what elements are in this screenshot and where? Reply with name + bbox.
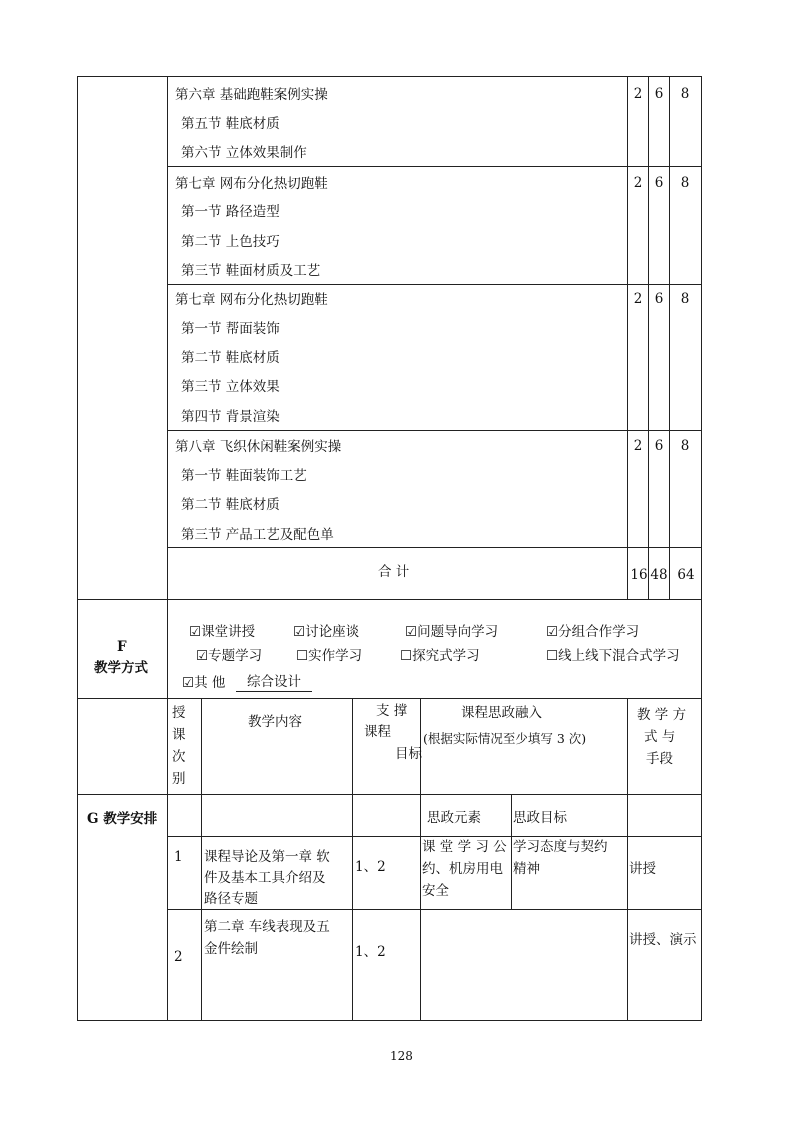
section-line: 第三节 产品工艺及配色单 bbox=[181, 527, 334, 543]
row-content: 路径专题 bbox=[204, 891, 258, 907]
checkbox-lecture[interactable]: ☑课堂讲授 bbox=[189, 624, 256, 640]
checkbox-group-work[interactable]: ☑分组合作学习 bbox=[546, 624, 640, 640]
section-line: 第三节 鞋面材质及工艺 bbox=[181, 263, 321, 279]
hours-a: 2 bbox=[633, 86, 643, 102]
checkbox-practice[interactable]: ☐实作学习 bbox=[296, 648, 363, 664]
row-content: 金件绘制 bbox=[204, 941, 258, 957]
header-ideology-note: (根据实际情况至少填写 3 次) bbox=[423, 731, 587, 746]
checkbox-inquiry[interactable]: ☐探究式学习 bbox=[400, 648, 480, 664]
checkbox-problem-based[interactable]: ☑问题导向学习 bbox=[405, 624, 499, 640]
row-number: 2 bbox=[174, 949, 183, 965]
checkbox-discussion[interactable]: ☑讨论座谈 bbox=[293, 624, 360, 640]
hours-c: 8 bbox=[680, 175, 690, 191]
section-line: 第一节 鞋面装饰工艺 bbox=[181, 468, 307, 484]
row-element: 课 堂 学 习 公 bbox=[422, 839, 507, 855]
header-support: 目标 bbox=[395, 746, 422, 762]
section-line: 第二节 鞋底材质 bbox=[181, 497, 280, 513]
section-f-label: 教学方式 bbox=[94, 660, 148, 676]
other-value: 综合设计 bbox=[236, 674, 312, 692]
hours-c: 8 bbox=[680, 291, 690, 307]
total-b: 48 bbox=[650, 567, 668, 583]
section-line: 第三节 立体效果 bbox=[181, 379, 280, 395]
section-line: 第六节 立体效果制作 bbox=[181, 145, 307, 161]
section-f-letter: F bbox=[117, 639, 127, 655]
header-session: 授 bbox=[172, 705, 186, 721]
hours-c: 8 bbox=[680, 438, 690, 454]
row-content: 第二章 车线表现及五 bbox=[204, 919, 330, 935]
header-support: 课程 bbox=[364, 724, 391, 740]
row-method: 讲授、演示 bbox=[629, 932, 697, 948]
row-content: 课程导论及第一章 软 bbox=[204, 849, 330, 865]
row-goal: 学习态度与契约 bbox=[513, 839, 608, 855]
row-target: 1、2 bbox=[355, 944, 386, 960]
hours-b: 6 bbox=[654, 86, 664, 102]
row-number: 1 bbox=[174, 849, 183, 865]
row-method: 讲授 bbox=[629, 861, 656, 877]
header-method: 教 学 方 bbox=[637, 707, 687, 723]
section-line: 第二节 鞋底材质 bbox=[181, 350, 280, 366]
section-line: 第四节 背景渲染 bbox=[181, 409, 280, 425]
chapter-title: 第六章 基础跑鞋案例实操 bbox=[175, 87, 328, 103]
row-goal: 精神 bbox=[513, 861, 540, 877]
section-line: 第一节 帮面装饰 bbox=[181, 321, 280, 337]
section-line: 第五节 鞋底材质 bbox=[181, 116, 280, 132]
row-target: 1、2 bbox=[355, 859, 386, 875]
row-element: 约、机房用电 bbox=[422, 861, 503, 877]
hours-b: 6 bbox=[654, 291, 664, 307]
checkbox-blended[interactable]: ☐线上线下混合式学习 bbox=[546, 648, 680, 664]
section-line: 第一节 路径造型 bbox=[181, 204, 280, 220]
header-support: 支 撑 bbox=[376, 703, 408, 719]
header-ideology: 课程思政融入 bbox=[461, 705, 542, 721]
hours-a: 2 bbox=[633, 175, 643, 191]
section-line: 第二节 上色技巧 bbox=[181, 234, 280, 250]
hours-a: 2 bbox=[633, 438, 643, 454]
chapter-title: 第七章 网布分化热切跑鞋 bbox=[175, 292, 328, 308]
hours-c: 8 bbox=[680, 86, 690, 102]
checkbox-topic-study[interactable]: ☑专题学习 bbox=[196, 648, 263, 664]
hours-a: 2 bbox=[633, 291, 643, 307]
chapter-title: 第七章 网布分化热切跑鞋 bbox=[175, 176, 328, 192]
chapter-title: 第八章 飞织休闲鞋案例实操 bbox=[175, 439, 342, 455]
header-session: 别 bbox=[172, 771, 186, 787]
row-element: 安全 bbox=[422, 883, 449, 899]
row-content: 件及基本工具介绍及 bbox=[204, 870, 326, 886]
subheader-element: 思政元素 bbox=[427, 810, 481, 826]
section-g-label: G 教学安排 bbox=[87, 811, 158, 827]
subheader-goal: 思政目标 bbox=[513, 810, 567, 826]
header-method: 手段 bbox=[646, 751, 673, 767]
hours-b: 6 bbox=[654, 438, 664, 454]
checkbox-other[interactable]: ☑其 他 bbox=[182, 675, 226, 691]
header-session: 课 bbox=[172, 727, 186, 743]
header-method: 式 与 bbox=[644, 729, 676, 745]
total-label: 合 计 bbox=[378, 564, 410, 580]
header-session: 次 bbox=[172, 749, 186, 765]
page-number: 128 bbox=[390, 1049, 413, 1063]
header-content: 教学内容 bbox=[248, 714, 302, 730]
hours-b: 6 bbox=[654, 175, 664, 191]
total-a: 16 bbox=[630, 567, 648, 583]
total-c: 64 bbox=[677, 567, 695, 583]
